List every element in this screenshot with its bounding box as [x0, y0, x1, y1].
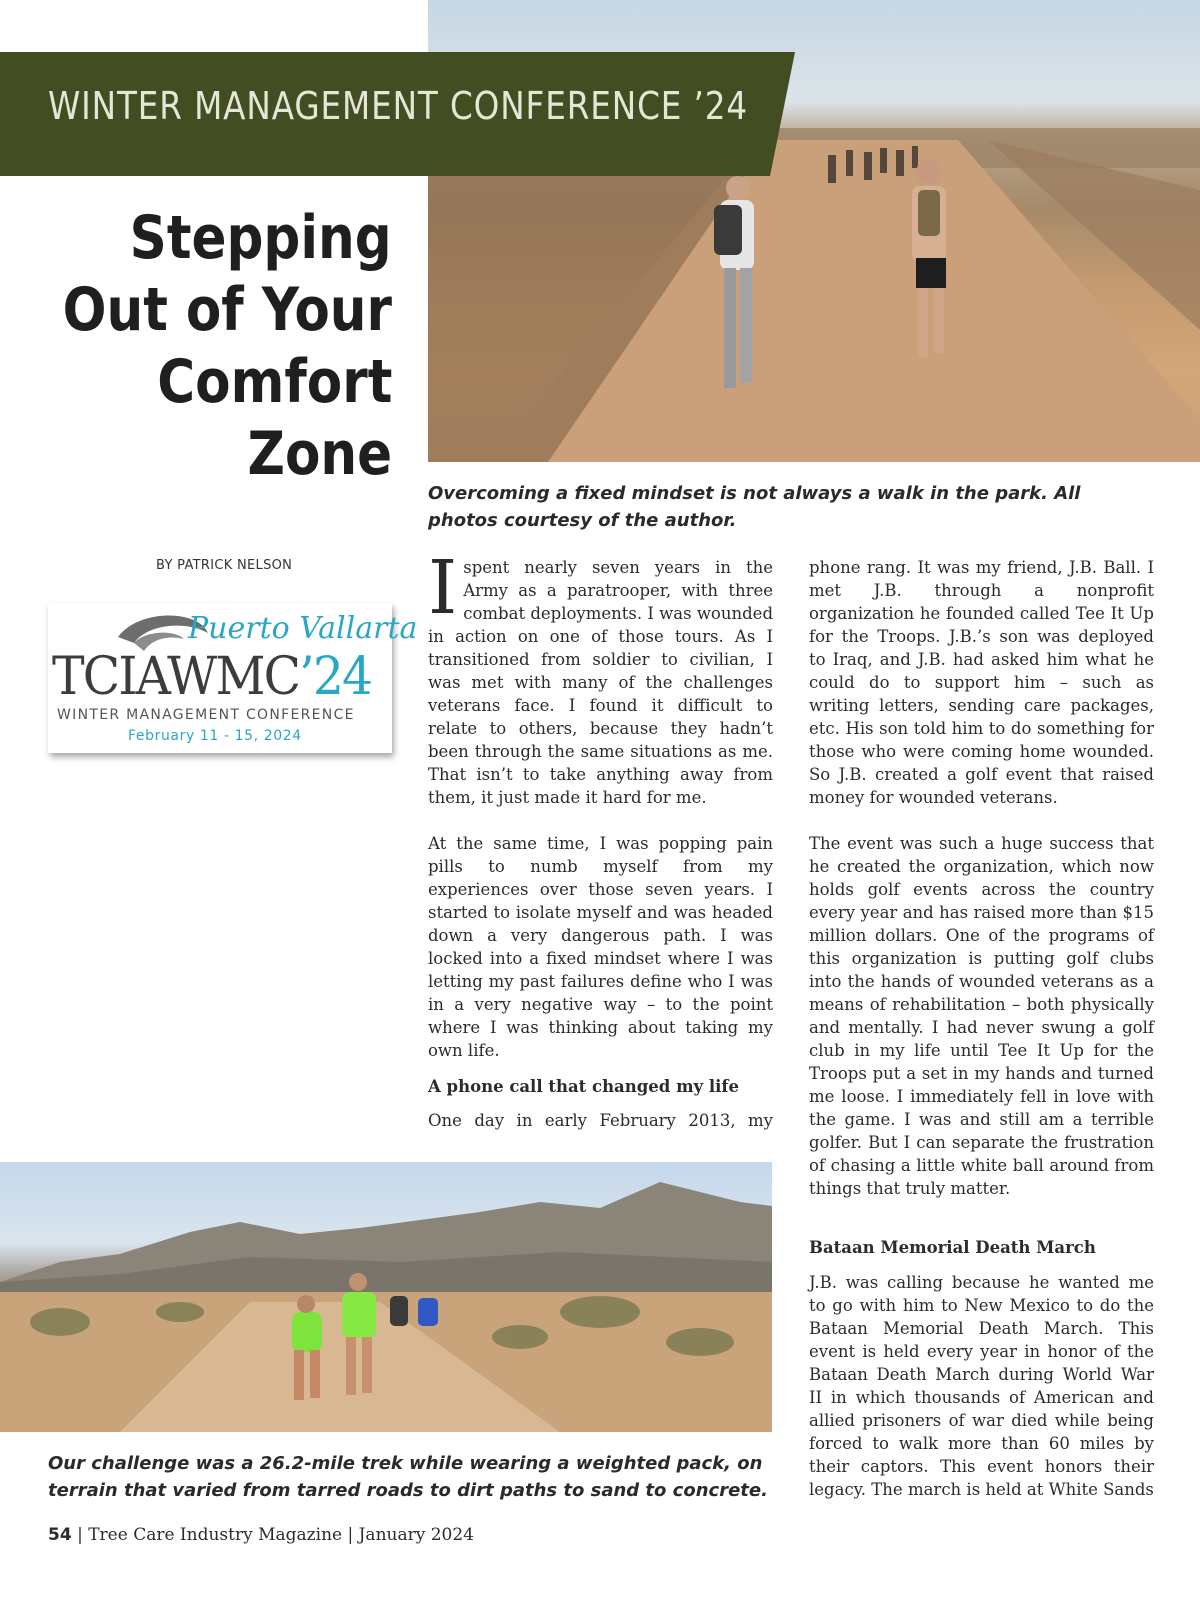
logo-location: Puerto Vallarta [188, 611, 418, 646]
publication-info: | Tree Care Industry Magazine | January 2024 [71, 1525, 474, 1545]
top-photo-caption: Overcoming a fixed mindset is not always a walk in the park. All photos courtesy of the author. [428, 483, 1081, 531]
subheading: A phone call that changed my life [428, 1077, 739, 1096]
logo-wordmark: TCIAWMC’24 [52, 647, 372, 707]
paragraph: Ispent nearly seven years in the Army as a paratrooper, with three combat deployments. I was wounded in action on one of those tours. As I transitioned from soldier to civilian, I was met with many of the challenges veterans face. I found it difficult to relate to others, because they hadn’t been through the same situations as me. That isn’t to take anything away from them, it just made it hard for me. [428, 545, 774, 807]
page-footer [48, 1525, 474, 1545]
drop-cap: I [428, 545, 458, 631]
paragraph: The event was such a huge success that he created the organization, which now holds golf events across the country every year and has raised more than $15 million dollars. One of the programs of this organization is putting golf clubs into the hands of wounded veterans as a means of rehabilitation – both physically and mentally. I had never swung a golf club in my life until Tee It Up for the Troops put a set in my hands and turned me loose. I immediately fell in love with the game. I was and still am a terrible golfer. But I can separate the frustration of chasing a little white ball around from things that truly matter. [809, 834, 1154, 1198]
article-title [0, 202, 392, 490]
subheading: Bataan Memorial Death March [809, 1238, 1096, 1257]
title-line: Zone [247, 419, 392, 489]
bottom-photo-illustration [0, 1162, 772, 1432]
paragraph: J.B. was calling because he wanted me to go with him to New Mexico to do the Bataan Memorial Death March. This event is held every year in honor of the Bataan Death March during World War II in which thousands of American and allied prisoners of war died while being forced to walk more than 60 miles by their captors. This event honors their legacy. The march is held at White Sands [809, 1273, 1154, 1499]
bottom-photo [0, 1162, 772, 1432]
page-number: 54 [48, 1525, 72, 1545]
article-column-1 [428, 545, 774, 1062]
article-column-2 [809, 556, 1154, 1200]
banner-title: WINTER MANAGEMENT CONFERENCE ’24 [48, 84, 749, 128]
wmc-logo [48, 603, 418, 753]
byline: BY PATRICK NELSON [156, 558, 293, 573]
bottom-photo-caption: Our challenge was a 26.2-mile trek while wearing a weighted pack, on terrain that varied from tarred roads to dirt paths to sand to concrete. [48, 1453, 768, 1501]
title-line: Comfort [156, 347, 392, 417]
logo-date: February 11 - 15, 2024 [128, 728, 302, 744]
paragraph: At the same time, I was popping pain pills to numb myself from my experiences over those seven years. I started to isolate myself and was headed down a very dangerous path. I was locked into a fixed mindset where I was letting my past failures define who I was in a very negative way – to the point where I was thinking about taking my own life. [428, 834, 773, 1060]
logo-subtitle: WINTER MANAGEMENT CONFERENCE [57, 707, 355, 723]
paragraph: phone rang. It was my friend, J.B. Ball. I met J.B. through a nonprofit organization he founded called Tee It Up for the Troops. J.B.’s son was deployed to Iraq, and J.B. had asked him what he could do to support him – such as writing letters, sending care packages, etc. His son told him to do something for those who were coming home wounded. So J.B. created a golf event that raised money for wounded veterans. [809, 558, 1154, 807]
title-line: Out of Your [62, 275, 392, 345]
paragraph: One day in early February 2013, my [428, 1111, 773, 1130]
title-line: Stepping [129, 203, 392, 273]
